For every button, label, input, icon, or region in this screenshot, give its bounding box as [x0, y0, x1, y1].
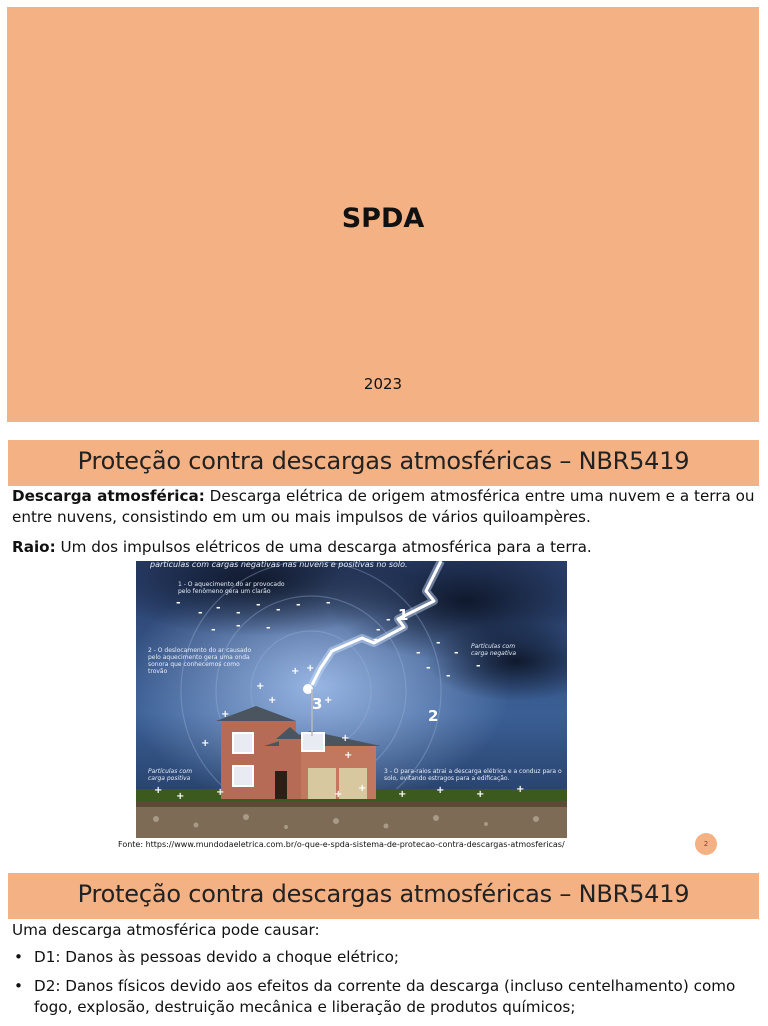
svg-text:+: + [216, 787, 225, 798]
note-3: 3 - O para-raios atrai a descarga elétrica e a conduz para o solo, evitando estragos para a edificação. [384, 768, 562, 782]
svg-text:+: + [344, 750, 353, 761]
svg-text:+: + [201, 738, 210, 749]
list-item-text: D2: Danos físicos devido aos efeitos da corrente da descarga (incluso centelhamento) como fogo, explosão, destruição mecânica e liberação de produtos químicos; [34, 977, 736, 1016]
marker-2: 2 [428, 707, 439, 725]
label-negative: Partículas com carga negativa [471, 643, 517, 657]
list-item [12, 976, 757, 1018]
svg-text:-: - [386, 613, 391, 626]
svg-text:+: + [268, 695, 277, 706]
note-1: 1 - O aquecimento do ar provocado pelo fenômeno gera um clarão [178, 581, 285, 595]
svg-text:+: + [291, 666, 300, 677]
svg-text:-: - [236, 606, 241, 619]
slide2-header [8, 440, 759, 486]
svg-text:-: - [376, 623, 381, 636]
list-item-text: D1: Danos às pessoas devido a choque elétrico; [34, 948, 400, 966]
slide2-header-text: Proteção contra descargas atmosféricas – NBR5419 [77, 447, 690, 475]
svg-text:-: - [216, 601, 221, 614]
svg-text:+: + [476, 789, 485, 800]
svg-text:-: - [276, 603, 281, 616]
definition-raio-text: Um dos impulsos elétricos de uma descarga atmosférica para a terra. [55, 538, 592, 556]
lightning-scene-svg [136, 561, 567, 838]
svg-text:-: - [198, 606, 203, 619]
slide3-header-text: Proteção contra descargas atmosféricas – NBR5419 [77, 880, 690, 908]
marker-3: 3 [312, 695, 323, 713]
svg-text:+: + [516, 784, 525, 795]
note-2: 2 - O deslocamento do ar causado pelo aquecimento gera uma onda sonora que conhecemos como trovão [148, 647, 252, 675]
caption-top: partículas com cargas negativas nas nuvens e positivas no solo. [150, 561, 408, 569]
definition-raio [12, 537, 757, 558]
slide-title: SPDA [341, 203, 425, 234]
svg-text:+: + [154, 785, 163, 796]
svg-text:-: - [426, 661, 431, 674]
lightning-illustration [136, 561, 567, 838]
svg-text:-: - [176, 596, 181, 609]
source-caption: Fonte: https://www.mundodaeletrica.com.br/o-que-e-spda-sistema-de-protecao-contra-descargas-atmosfericas/ [118, 840, 565, 849]
title-slide [7, 7, 759, 422]
svg-text:-: - [454, 646, 459, 659]
svg-text:+: + [324, 695, 333, 706]
term-descarga: Descarga atmosférica: [12, 487, 205, 505]
svg-text:-: - [476, 659, 481, 672]
term-raio: Raio: [12, 538, 56, 556]
definition-descarga-text: Descarga elétrica de origem atmosférica entre uma nuvem e a terra ou entre nuvens, consistindo em um ou mais impulsos de vários quiloampères. [12, 487, 755, 526]
svg-text:-: - [446, 669, 451, 682]
svg-text:+: + [436, 785, 445, 796]
page-number-badge: 2 [695, 833, 717, 855]
svg-text:-: - [296, 598, 301, 611]
slide-year: 2023 [363, 375, 403, 393]
svg-text:-: - [436, 636, 441, 649]
svg-text:+: + [221, 709, 230, 720]
svg-text:+: + [176, 791, 185, 802]
slide3-header [8, 873, 759, 919]
definition-descarga [12, 486, 757, 528]
slide3-intro: Uma descarga atmosférica pode causar: [12, 921, 320, 939]
svg-text:-: - [326, 596, 331, 609]
svg-text:+: + [306, 663, 315, 674]
bullet-glyph: • [14, 948, 23, 966]
bullet-glyph: • [14, 977, 23, 995]
svg-text:-: - [266, 621, 271, 634]
svg-text:-: - [211, 623, 216, 636]
svg-text:-: - [256, 598, 261, 611]
marker-1: 1 [398, 606, 409, 624]
svg-text:+: + [334, 789, 343, 800]
list-item [12, 947, 757, 968]
damage-list [12, 947, 757, 1026]
svg-text:+: + [358, 783, 367, 794]
svg-text:-: - [373, 633, 378, 646]
svg-text:+: + [256, 681, 265, 692]
svg-text:-: - [236, 619, 241, 632]
svg-text:+: + [398, 789, 407, 800]
svg-text:-: - [416, 646, 421, 659]
svg-text:+: + [341, 733, 350, 744]
label-positive: Partículas com carga positiva [148, 768, 193, 782]
